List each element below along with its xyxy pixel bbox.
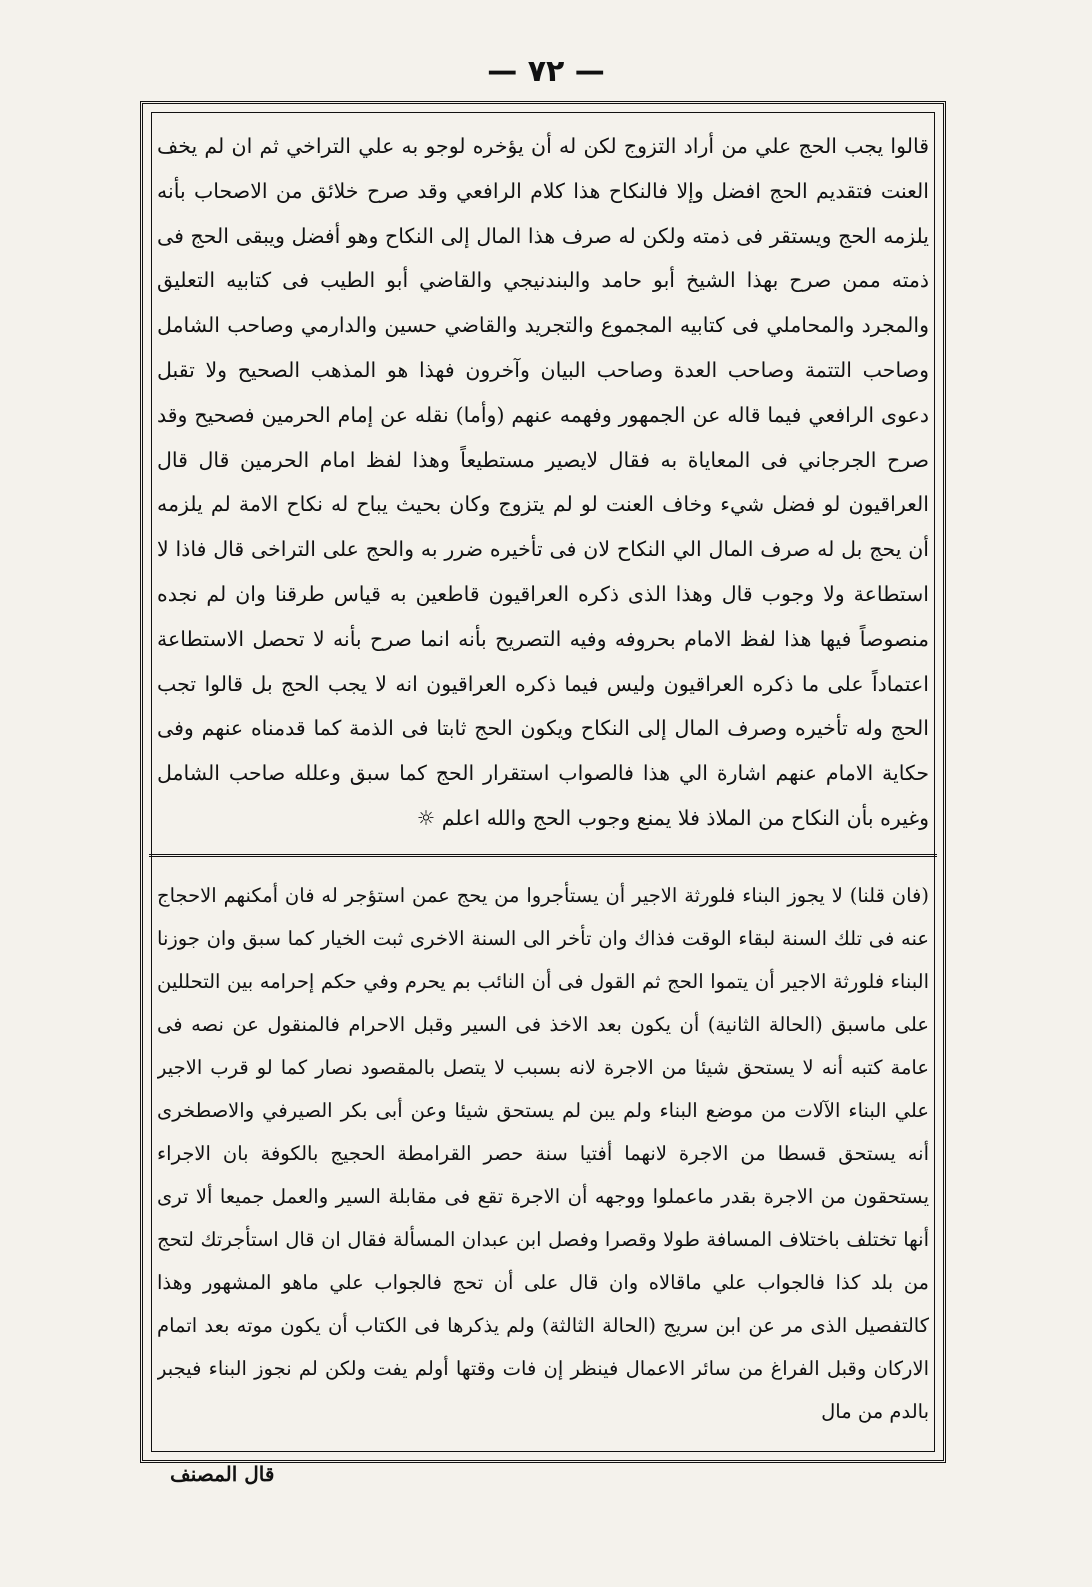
lower-paragraph: (فان قلنا) لا يجوز البناء فلورثة الاجير أن يستأجروا من يحج عمن استؤجر له فان أمكنهم الاحجاج عنه فى تلك السنة لبقاء الوقت فذاك وان تأخر الى السنة الاخرى ثبت الخيار كما سبق وان جوزنا البناء فلورثة الاجير أن يتموا الحج ثم القول فى أن النائب بم يحرم وفي حكم إحرامه بين التحللين على ماسبق (الحالة الثانية) أن يكون بعد الاخذ فى السير وقبل الاحرام فالمنقول عن نصه فى عامة كتبه أنه لا يستحق شيئا من الاجرة لانه بسبب لا يتصل بالمقصود نصار كما لو قرب الاجير علي البناء الآلات من موضع البناء ولم يبن لم يستحق شيئا وعن أبى بكر الصيرفي والاصطخرى أنه يستحق قسطا من الاجرة لانهما أفتيا سنة حصر القرامطة الحجيج بالكوفة بان الاجراء يستحقون من الاجرة بقدر ماعملوا ووجهه أن الاجرة تقع فى مقابلة السير والعمل جميعا ألا ترى أنها تختلف باختلاف المسافة طولا وقصرا وفصل ابن عبدان المسألة فقال ان قال استأجرتك لتحج من بلد كذا فالجواب علي ماقالاه وان قال على أن تحج فالجواب علي ماهو المشهور وهذا كالتفصيل الذى مر عن ابن سريج (الحالة الثالثة) ولم يذكرها فى الكتاب أن يكون موته بعد اتمام الاركان وقبل الفراغ من سائر الاعمال فينظر إن فات وقتها أولم يفت ولكن لم نجوز البناء فيجبر بالدم من مال bbox=[157, 884, 929, 1423]
lower-commentary bbox=[157, 874, 929, 1444]
main-paragraph: قالوا يجب الحج علي من أراد التزوج لكن له أن يؤخره لوجو به علي التراخي ثم ان لم يخف العنت فتقديم الحج افضل وإلا فالنكاح هذا كلام الرافعي وقد صرح خلائق من الاصحاب بأنه يلزمه الحج ويستقر فى ذمته ولكن له صرف هذا المال إلى النكاح وهو أفضل ويبقى الحج فى ذمته ممن صرح بهذا الشيخ أبو حامد والبندنيجي والقاضي أبو الطيب فى كتابيه التعليق والمجرد والمحاملي فى كتابيه المجموع والتجريد والقاضي حسين والدارمي وصاحب الشامل وصاحب التتمة وصاحب العدة وصاحب البيان وآخرون فهذا هو المذهب الصحيح ولا تقبل دعوى الرافعي فيما قاله عن الجمهور وفهمه عنهم (وأما) نقله عن إمام الحرمين فصحيح وقد صرح الجرجاني فى المعاياة به فقال لايصير مستطيعاً وهذا لفظ امام الحرمين قال قال العراقيون لو فضل شيء وخاف العنت لو لم يتزوج وكان بحيث يباح له نكاح الامة لم يلزمه أن يحج بل له صرف المال الي النكاح لان فى تأخيره ضرر به والحج على التراخى قال فاذا لا استطاعة ولا وجوب قال وهذا الذى ذكره العراقيون قاطعين به قياس طرقنا وان لم نجده منصوصاً فيها هذا لفظ الامام بحروفه وفيه التصريح بأنه انما صرح بأنه لا تحصل الاستطاعة اعتماداً على ما ذكره العراقيون وليس فيما ذكره العراقيون انه لا يجب الحج بل قالوا تجب الحج وله تأخيره وصرف المال إلى النكاح ويكون الحج ثابتا فى الذمة كما قدمناه عنهم وفى حكاية الامام عنهم اشارة الي هذا فالصواب استقرار الحج كما سبق وعلله صاحب الشامل وغيره بأن النكاح من الملاذ فلا يمنع وجوب الحج والله اعلم ☼ bbox=[157, 134, 929, 830]
page-number: — ٧٢ — bbox=[487, 54, 605, 89]
catchword: قال المصنف bbox=[170, 1462, 275, 1486]
text-frame bbox=[140, 101, 946, 1463]
section-divider bbox=[149, 854, 937, 857]
main-commentary bbox=[157, 124, 929, 844]
